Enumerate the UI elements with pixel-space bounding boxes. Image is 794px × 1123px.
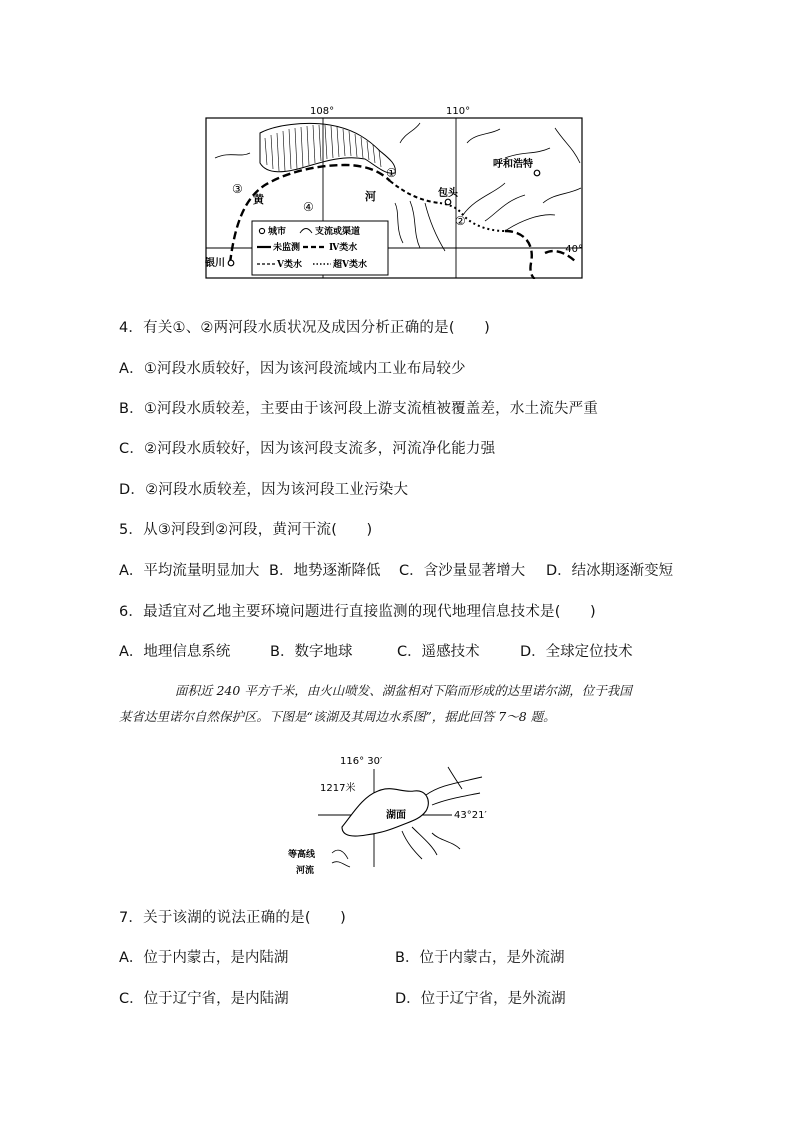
segment-4-label: ④: [303, 200, 314, 214]
question-7-option-b: B．位于内蒙古，是外流湖: [395, 950, 565, 966]
question-5-stem: 5．从③河段到②河段，黄河干流( ): [119, 522, 373, 538]
segment-3-label: ③: [232, 182, 243, 196]
he-label: 河: [365, 190, 376, 203]
yellow-river-water-quality-map: [205, 103, 583, 279]
lon-label: 116° 30′: [340, 756, 383, 767]
legend-city: 城市: [268, 227, 287, 237]
question-5-option-c: C．含沙量显著增大: [399, 563, 526, 579]
lon-110-label: 110°: [446, 106, 471, 117]
baotou-city-marker: [445, 199, 451, 205]
question-6-stem: 6．最适宜对乙地主要环境问题进行直接监测的现代地理信息技术是( ): [119, 604, 596, 620]
question-7-option-d: D．位于辽宁省，是外流湖: [395, 991, 566, 1007]
yinchuan-city-marker: [228, 260, 234, 266]
lat-40-label: 40°: [565, 244, 583, 255]
question-5-option-d: D．结冰期逐渐变短: [546, 563, 674, 579]
lon-108-label: 108°: [310, 106, 335, 117]
legend-class5: Ⅴ类水: [277, 260, 302, 270]
river-legend-label: 河流: [296, 866, 315, 876]
question-4-option-a: A．①河段水质较好，因为该河段流域内工业布局较少: [119, 361, 466, 377]
question-4-option-b: B．①河段水质较差，主要由于该河段上游支流植被覆盖差，水土流失严重: [119, 401, 599, 417]
yinchuan-label: 银川: [205, 258, 225, 269]
segment-2-label: ②: [455, 214, 466, 228]
legend-beyond5: 超Ⅴ类水: [333, 260, 367, 270]
question-7-option-c: C．位于辽宁省，是内陆湖: [119, 991, 289, 1007]
hohhot-city-marker: [534, 170, 540, 176]
elevation-label: 1217米: [320, 783, 356, 794]
lake-label: 湖面: [386, 810, 406, 821]
baotou-label: 包头: [438, 188, 458, 199]
legend-class4: Ⅳ类水: [329, 243, 358, 253]
question-7-stem: 7．关于该湖的说法正确的是( ): [119, 910, 346, 926]
question-5-option-b: B．地势逐渐降低: [269, 563, 381, 579]
question-4-stem: 4．有关①、②两河段水质状况及成因分析正确的是( ): [119, 320, 490, 336]
segment-1-label: ①: [386, 166, 397, 180]
hohhot-label: 呼和浩特: [493, 159, 533, 170]
question-4-option-d: D．②河段水质较差，因为该河段工业污染大: [119, 482, 409, 498]
question-6-option-c: C．遥感技术: [397, 644, 480, 660]
question-7-option-a: A．位于内蒙古，是内陆湖: [119, 950, 289, 966]
river-legend-line: [332, 862, 350, 867]
legend-unmonitored: 未监测: [273, 243, 301, 253]
legend-tributary: 支流或渠道: [315, 227, 361, 237]
contour-legend-line: [332, 850, 348, 859]
question-6-option-b: B．数字地球: [270, 644, 353, 660]
dali-nur-lake-map: [282, 755, 500, 877]
contour-legend-label: 等高线: [288, 850, 316, 860]
lat-label: 43°21′: [454, 810, 487, 821]
question-5-option-a: A．平均流量明显加大: [119, 563, 260, 579]
question-6-option-a: A．地理信息系统: [119, 644, 231, 660]
question-6-option-d: D．全球定位技术: [520, 644, 633, 660]
passage-line-1: 面积近 240 平方千米，由火山喷发、湖盆相对下陷而形成的达里诺尔湖，位于我国: [175, 683, 632, 698]
map-legend: [252, 221, 388, 275]
huang-label: 黄: [253, 193, 264, 206]
question-4-option-c: C．②河段水质较好，因为该河段支流多，河流净化能力强: [119, 441, 496, 457]
passage-line-2: 某省达里诺尔自然保护区。下图是“该湖及其周边水系图”，据此回答 7～8 题。: [119, 709, 556, 724]
